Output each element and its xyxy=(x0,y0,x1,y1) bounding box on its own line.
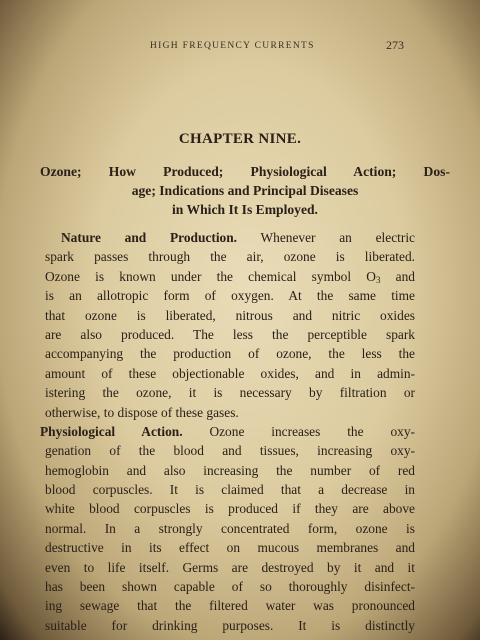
formula-subscript: 3 xyxy=(375,274,381,285)
paragraph-line: has been shown capable of so thoroughly disinfect- xyxy=(45,579,415,595)
running-header xyxy=(0,38,480,56)
paragraph-line: suitable for drinking purposes. It is distinctly xyxy=(45,617,415,633)
paragraph-line: amount of these objectionable oxides, and in admin- xyxy=(45,365,415,381)
subtitle-line: age; Indications and Principal Diseases xyxy=(131,183,359,198)
paragraph-line: blood corpuscles. It is claimed that a decrease in xyxy=(45,482,415,498)
paragraph-line: accompanying the production of ozone, the less the xyxy=(45,346,415,362)
paragraph-line: spark passes through the air, ozone is liberated. xyxy=(45,249,415,265)
paragraph-line: ing sewage that the filtered water was pronounced xyxy=(45,598,415,614)
chapter-title: CHAPTER NINE. xyxy=(178,131,302,147)
paragraph-text: Ozone is known under the chemical symbol O xyxy=(45,268,376,284)
subtitle-line: Ozone; How Produced; Physiological Action; Dos- xyxy=(40,164,450,179)
section-heading-physiological: Physiological Action. xyxy=(40,423,183,439)
paragraph-line: are also produced. The less the perceptible spark xyxy=(45,326,415,342)
paragraph-line: otherwise, to dispose of these gases. xyxy=(45,404,239,420)
paragraph-line xyxy=(40,422,415,441)
body-text xyxy=(40,228,415,635)
chapter-subtitle xyxy=(40,162,450,219)
paragraph-line: hemoglobin and also increasing the number of red xyxy=(45,462,415,478)
paragraph-line xyxy=(45,267,415,286)
paragraph-line: even to life itself. Germs are destroyed by it and it xyxy=(45,559,415,575)
paragraph-line: normal. In a strongly concentrated form, ozone is xyxy=(45,520,415,536)
running-title: HIGH FREQUENCY CURRENTS xyxy=(150,41,315,51)
subtitle-line: in Which It Is Employed. xyxy=(172,202,318,217)
paragraph-text: Ozone increases the oxy- xyxy=(182,423,415,439)
section-heading-nature: Nature and Production. xyxy=(61,230,238,245)
page-number: 273 xyxy=(386,38,404,52)
paragraph-text: Whenever an electric xyxy=(237,230,415,245)
paragraph-line: istering the ozone, it is necessary by filtration or xyxy=(45,385,415,401)
paragraph-line: genation of the blood and tissues, increasing oxy- xyxy=(45,443,415,459)
paragraph-line: is an allotropic form of oxygen. At the same time xyxy=(45,288,415,304)
paragraph-line: destructive in its effect on mucous membranes and xyxy=(45,540,415,556)
paragraph-line: white blood corpuscles is produced if they are above xyxy=(45,501,415,517)
paragraph-line xyxy=(45,228,415,247)
paragraph-text: and xyxy=(380,268,415,284)
paragraph-line: that ozone is liberated, nitrous and nitric oxides xyxy=(45,307,415,323)
